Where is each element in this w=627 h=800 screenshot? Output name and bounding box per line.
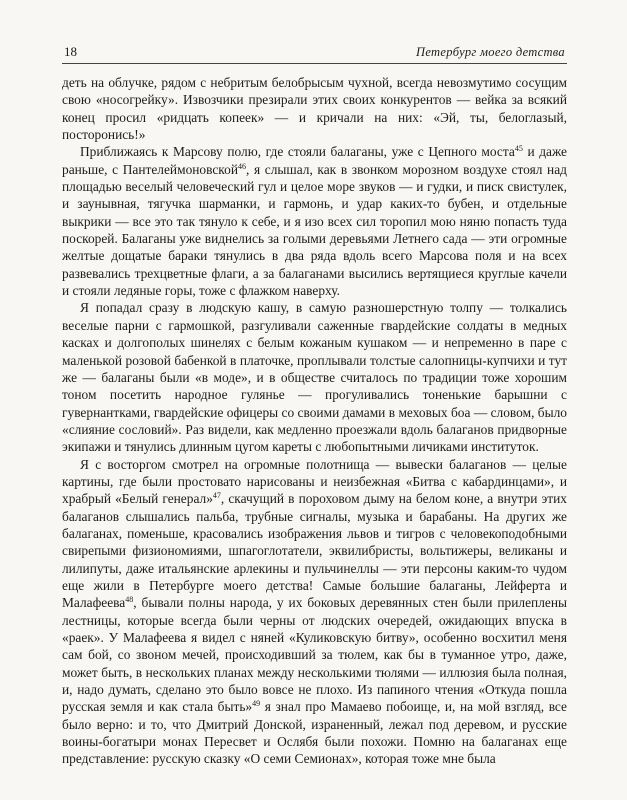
- footnote-ref: 45: [514, 144, 523, 154]
- text-run: Приближаясь к Марсову полю, где стояли балаганы, уже с Цепного моста: [80, 144, 515, 160]
- text-run: Я с восторгом смотрел на огромные полотнища — вывески балаганов — целые картины, где были простовато нарисованы и неизбежная «Битва с кабардинцами», и храбрый «Белый генерал»: [62, 456, 567, 507]
- paragraph: [62, 299, 567, 455]
- text-run: и даже раньше, с Пантелеймоновской: [62, 144, 567, 177]
- text-run: Я попадал сразу в людскую кашу, в самую разношерстную толпу — толкались веселые парни с гармошкой, разгуливали саженные гвардейские солдаты в медных касках и долгополых шинелях с белым кожаным кушаком — и непременно в паре с маленькой розовой бабенкой в платочке, проплывали толстые салопницы-купчихи и тут же — балаганы были «в моде», и в обществе считалось по традиции тоже хорошим тоном посетить народное гулянье — прогуливались тоненькие барышни с гувернантками, гвардейские офицеры со своими дамами в меховых боа — словом, было «слияние сословий». Раз видели, как медленно проезжали вдоль балаганов придворные экипажи и тянулись длинным цугом кареты с любопытными личиками институток.: [62, 300, 567, 455]
- footnote-ref: 47: [212, 491, 221, 501]
- text-run: , бывали полны народа, у их боковых деревянных стен были прилеплены лестницы, которые всегда были черны от людских очередей, ожидающих впуска в «раек». У Малафеева я видел с няней «Куликовскую битву», особенно восхитил меня сам бой, со звоном мечей, происходивший за тюлем, как бы в туманное утро, даже, может быть, в нескольких планах между несколькими тюлями — иллюзия была полная, и, надо думать, сделано это было вовсе не плохо. Из папиного чтения «Откуда пошла русская земля и как стала быть»: [62, 595, 567, 715]
- paragraph: [62, 143, 567, 299]
- paragraph: [62, 456, 567, 768]
- text-run: , я слышал, как в звонком морозном воздухе стоял над площадью веселый человеческий гул и целое море звуков — и гудки, и писк свистулек, и заунывная, тягучка шарманки, и гармонь, и удар каких-то бубен, и отдельные выкрики — все это так тянуло к себе, и я изо всех сил торопил мою няню попасть туда поскорей. Балаганы уже виднелись за голыми деревьями Летнего сада — эти огромные желтые дощатые бараки тянулись в два ряда вдоль всего Марсова поля и на всех развевались трехцветные флаги, а за балаганами высились вертящиеся круглые качели и стояли ледяные горы, тоже с флажком наверху.: [62, 161, 567, 299]
- body-text: [62, 74, 567, 768]
- footnote-ref: 46: [238, 161, 246, 171]
- running-title: Петербург моего детства: [416, 45, 565, 59]
- text-run: деть на облучке, рядом с небритым белобрысым чухной, всегда невозмутимо сосущим свою «носогрейку». Извозчики презирали этих своих конкурентов — вейка за всякий конец просил «ридцать копеек» — и кричали на них: «Эй, ты, белоглазый, посторонись!»: [62, 75, 567, 143]
- text-run: я знал про Мамаево побоище, и, на мой взгляд, все было верно: и то, что Дмитрий Донской, израненный, лежал под деревом, и русские воины-богатыри монах Пересвет и Ослябя были похожи. Помню на балаганах еще представление: русскую сказку «О семи Семионах», которая тоже мне была: [62, 699, 567, 767]
- page-header: [62, 44, 567, 64]
- footnote-ref: 48: [125, 595, 134, 605]
- paragraph: [62, 74, 567, 143]
- footnote-ref: 49: [252, 699, 261, 709]
- page-number: 18: [64, 44, 77, 59]
- text-run: , скачущий в пороховом дыму на белом коне, а внутри этих балаганов слышались пальба, трубные сигналы, музыка и барабаны. На других же балаганах, поменьше, красовались изображения львов и тигров с человекоподобными свирепыми физиономиями, шпагоглотатели, эквилибристы, вольтижеры, великаны и лилипуты, даже итальянские арлекины и пульчинеллы — эти персоны каким-то чудом еще жили в Петербурге моего детства! Самые большие балаганы, Лейферта и Малафеева: [62, 491, 567, 611]
- book-page: [62, 44, 567, 768]
